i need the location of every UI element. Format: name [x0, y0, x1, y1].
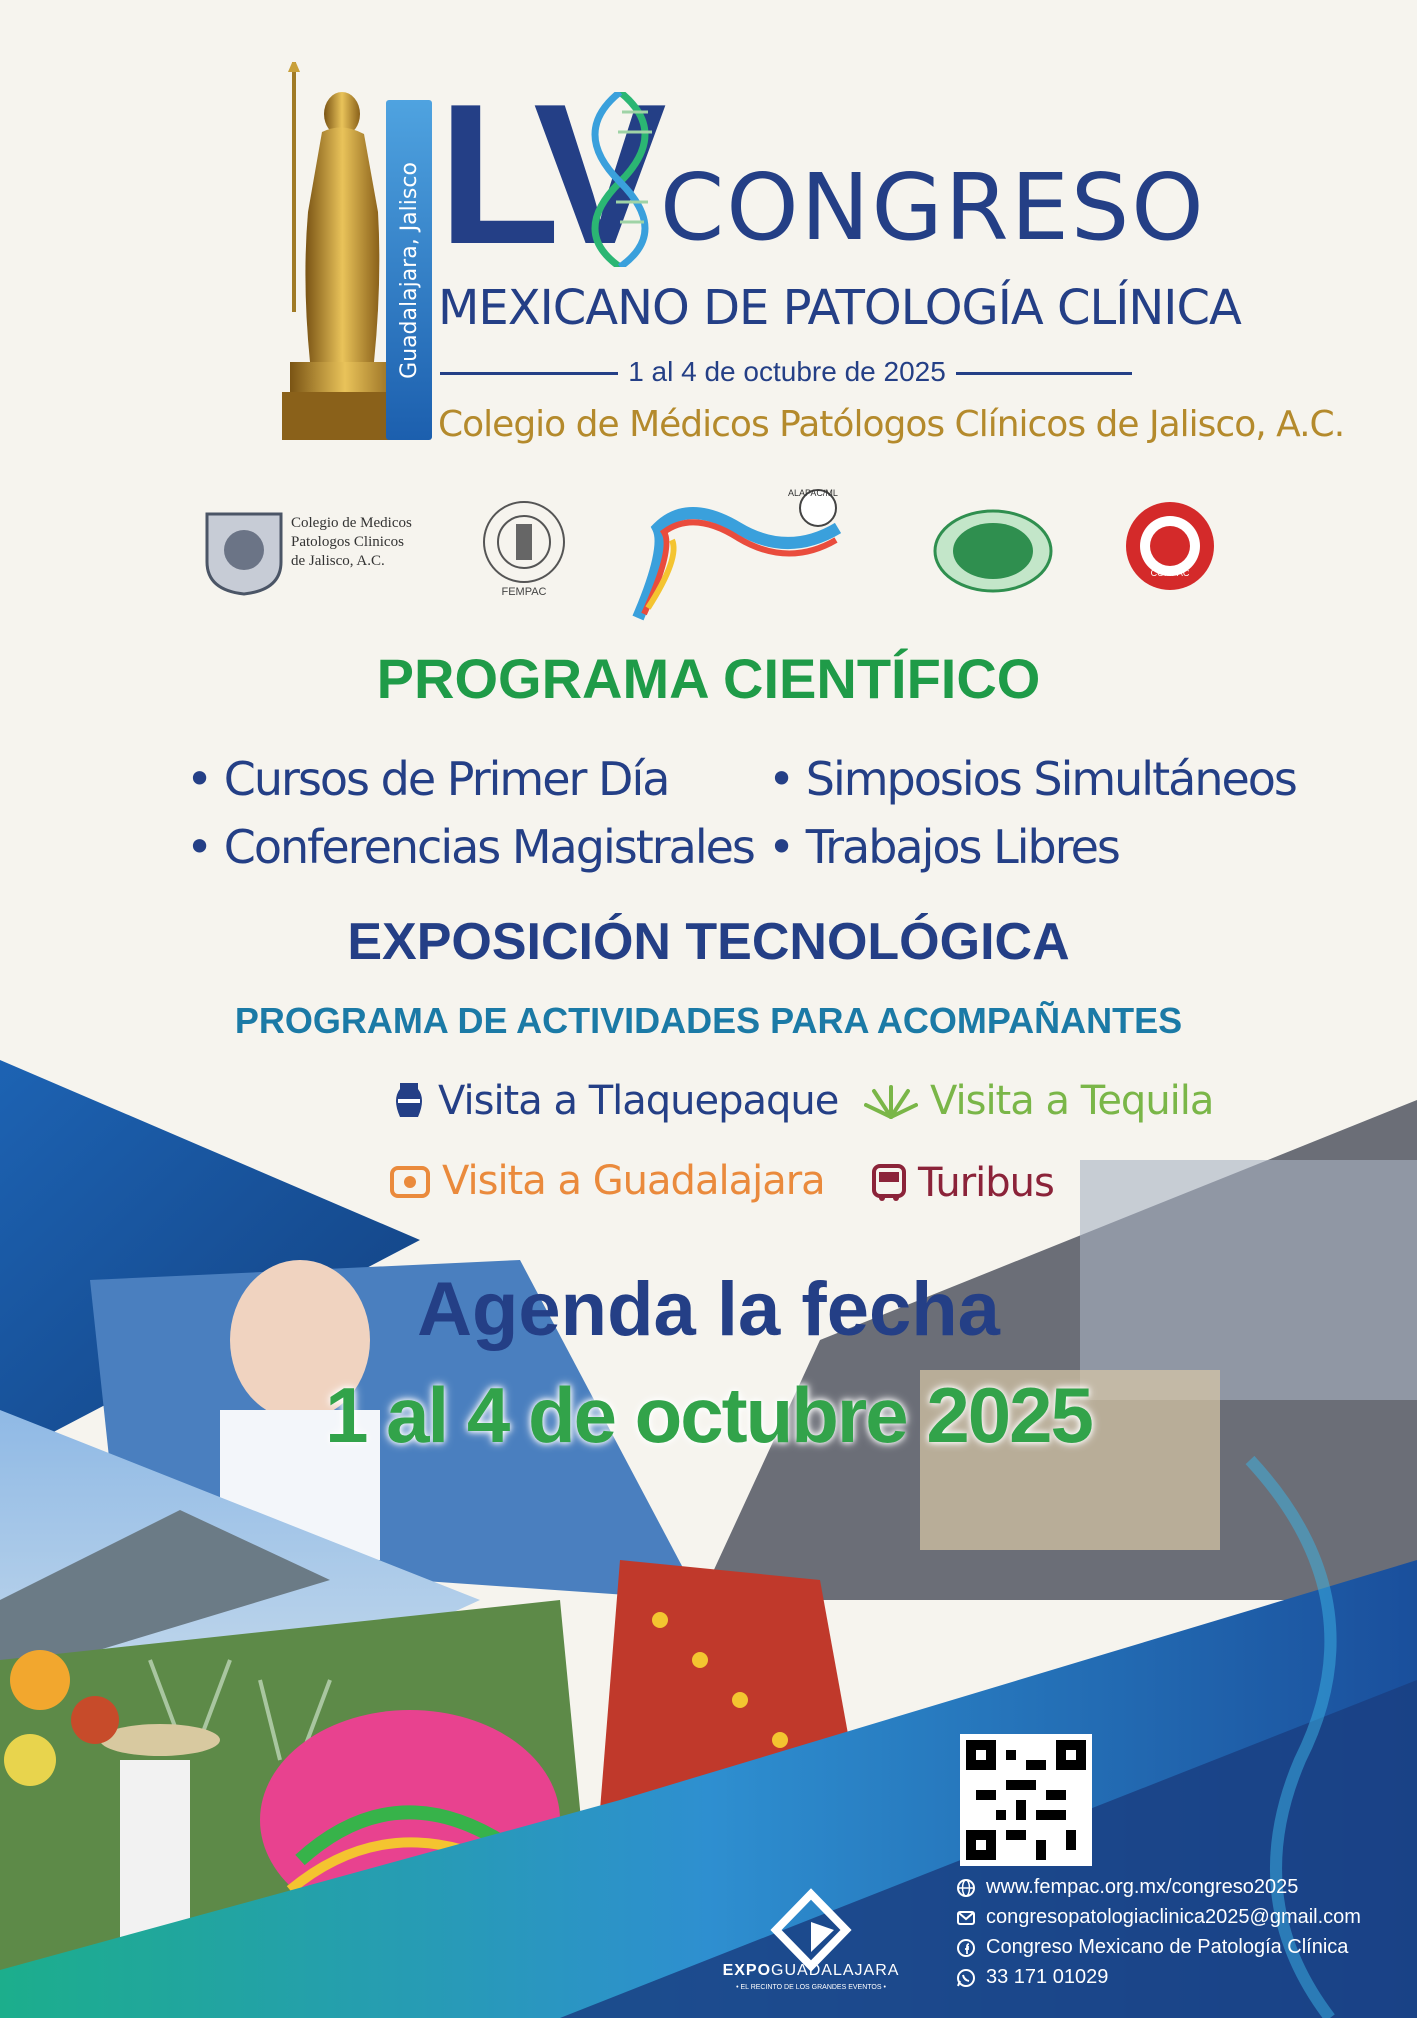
- program-item: • Trabajos Libres: [768, 820, 1119, 874]
- contact-text: Congreso Mexicano de Patología Clínica: [986, 1936, 1349, 1958]
- cmpcj-line-1: Colegio de Medicos: [291, 515, 412, 531]
- contact-facebook[interactable]: [956, 1936, 1348, 1959]
- agenda-date: 1 al 4 de octubre 2025: [325, 1371, 1092, 1459]
- program-item: • Simposios Simultáneos: [768, 752, 1296, 806]
- agave-icon: [864, 1083, 918, 1119]
- companion-program-heading: PROGRAMA DE ACTIVIDADES PARA ACOMPAÑANTES: [234, 1000, 1183, 1041]
- facebook-icon: [956, 1938, 976, 1958]
- vase-icon: [392, 1081, 426, 1121]
- alapac-label: ALAPAC/ML: [788, 488, 838, 498]
- camera-icon: [390, 1164, 430, 1198]
- compac-seal-icon: [1122, 498, 1218, 598]
- contact-website[interactable]: [956, 1876, 1298, 1899]
- visit-tlaquepaque: [392, 1078, 838, 1124]
- qr-code[interactable]: [960, 1734, 1092, 1866]
- program-item: • Cursos de Primer Día: [186, 752, 669, 806]
- contact-text: 33 171 01029: [986, 1966, 1109, 1988]
- venue-tagline: • EL RECINTO DE LOS GRANDES EVENTOS •: [736, 1984, 886, 1991]
- organizer-name: Colegio de Médicos Patólogos Clínicos de Jalisco, A.C.: [438, 404, 1345, 445]
- wasplm-globe-icon: [932, 508, 1054, 594]
- fempac-logo: [478, 496, 570, 602]
- visit-turibus: [872, 1160, 1054, 1206]
- fempac-label: FEMPAC: [501, 586, 547, 598]
- whatsapp-icon: [956, 1968, 976, 1988]
- contact-whatsapp[interactable]: [956, 1966, 1108, 1989]
- expo-guadalajara-logo-icon: [706, 1872, 916, 2002]
- compac-logo: [1122, 498, 1218, 598]
- divider: [440, 372, 618, 375]
- contact-text: www.fempac.org.mx/congreso2025: [986, 1876, 1299, 1898]
- expo-heading: EXPOSICIÓN TECNOLÓGICA: [347, 913, 1070, 971]
- program-item: • Conferencias Magistrales: [186, 820, 754, 874]
- alapac-logo: [628, 488, 858, 624]
- event-subtitle: MEXICANO DE PATOLOGÍA CLÍNICA: [438, 280, 1241, 336]
- cmpcj-logo: [205, 512, 425, 596]
- program-title: PROGRAMA CIENTÍFICO: [376, 647, 1041, 710]
- visit-label: Visita a Guadalajara: [442, 1158, 825, 1204]
- contact-email[interactable]: [956, 1906, 1361, 1929]
- cmpcj-line-2: Patologos Clinicos: [291, 534, 404, 550]
- dna-helix-icon: [560, 92, 670, 267]
- visit-label: Turibus: [918, 1160, 1054, 1206]
- venue-name: EXPOGUADALAJARA: [722, 1962, 900, 1979]
- event-dates: 1 al 4 de octubre de 2025: [628, 356, 946, 387]
- email-icon: [956, 1908, 976, 1928]
- visit-label: Visita a Tequila: [930, 1078, 1214, 1124]
- visit-tequila: [864, 1078, 1213, 1124]
- visit-guadalajara: [390, 1158, 825, 1204]
- divider: [956, 372, 1132, 375]
- location-vertical: Guadalajara, Jalisco: [396, 161, 422, 379]
- bus-icon: [872, 1164, 906, 1202]
- qr-code-icon: [966, 1740, 1086, 1860]
- alapac-flag-helix-icon: [628, 488, 858, 624]
- congreso-title: CONGRESO: [660, 154, 1206, 261]
- cmpcj-line-3: de Jalisco, A.C.: [291, 553, 385, 569]
- contact-text: congresopatologiaclinica2025@gmail.com: [986, 1906, 1361, 1928]
- roman-numeral: LV: [438, 63, 655, 286]
- agenda-title: Agenda la fecha: [417, 1267, 1000, 1352]
- globe-icon: [956, 1878, 976, 1898]
- compac-label: COMPAC: [1150, 568, 1190, 578]
- visit-label: Visita a Tlaquepaque: [438, 1078, 839, 1124]
